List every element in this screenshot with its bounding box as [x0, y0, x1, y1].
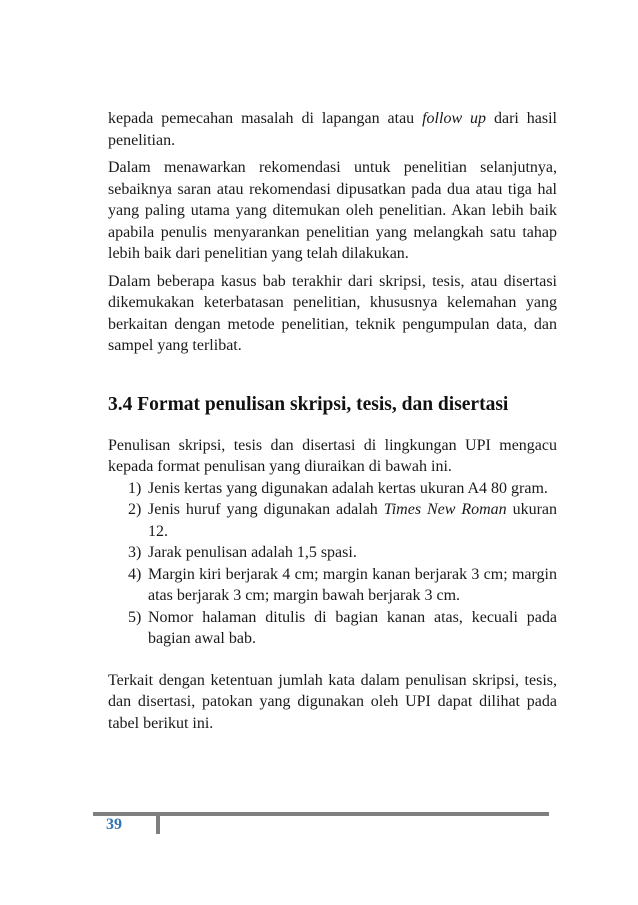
- list-item: [108, 564, 557, 607]
- list-item: [108, 499, 557, 542]
- list-text: Jarak penulisan adalah 1,5 spasi.: [148, 544, 357, 561]
- list-text: Nomor halaman ditulis di bagian kanan atas, kecuali pada bagian awal bab.: [148, 608, 557, 647]
- list-number: 2): [128, 501, 142, 518]
- list-text: Jenis kertas yang digunakan adalah kertas ukuran A4 80 gram.: [148, 479, 548, 497]
- format-list: [108, 478, 557, 650]
- paragraph-follow-up: [108, 108, 557, 151]
- list-item: [108, 542, 557, 564]
- list-number: 1): [128, 479, 142, 497]
- list-text: Margin kiri berjarak 4 cm; margin kanan berjarak 3 cm; margin atas berjarak 3 cm; margin bawah berjarak 3 cm.: [148, 565, 557, 604]
- paragraph-text: dari hasil penelitian.: [108, 110, 557, 149]
- paragraph-recommendation: Dalam menawarkan rekomendasi untuk penelitian selanjutnya, sebaiknya saran atau rekomendasi dipusatkan pada dua atau tiga hal yang paling utama yang ditemukan oleh penelitian. Akan lebih baik apabila penulis menyarankan penelitian yang melangkah satu tahap lebih baik dari penelitian yang telah dilakukan.: [108, 159, 557, 262]
- section-intro: Penulisan skripsi, tesis dan disertasi di lingkungan UPI mengacu kepada format penulisan yang diuraikan di bawah ini.: [108, 436, 557, 475]
- paragraph-limitations: Dalam beberapa kasus bab terakhir dari skripsi, tesis, atau disertasi dikemukakan keterbatasan penelitian, khususnya kelemahan yang berkaitan dengan metode penelitian, teknik pengumpulan data, dan sampel yang terlibat.: [108, 272, 557, 354]
- paragraph-text: kepada pemecahan masalah di lapangan atau: [108, 110, 423, 127]
- list-number: 4): [128, 565, 142, 583]
- footer-rule: [93, 812, 549, 816]
- italic-term: follow up: [422, 110, 487, 127]
- page-number: 39: [106, 816, 122, 833]
- list-number: 3): [128, 544, 142, 561]
- italic-term: Times New Roman: [383, 501, 507, 518]
- section-heading: 3.4 Format penulisan skripsi, tesis, dan disertasi: [108, 393, 509, 415]
- paragraph-word-count: Terkait dengan ketentuan jumlah kata dalam penulisan skripsi, tesis, dan disertasi, patokan yang digunakan oleh UPI dapat dilihat pada tabel berikut ini.: [108, 671, 557, 732]
- list-text: ukuran 12.: [148, 501, 557, 540]
- list-text: Jenis huruf yang digunakan adalah: [148, 501, 384, 518]
- list-number: 5): [128, 608, 142, 626]
- list-item: [108, 607, 557, 650]
- page-body: [108, 108, 557, 740]
- footer-divider-tick: [156, 816, 160, 834]
- list-item: [108, 478, 557, 500]
